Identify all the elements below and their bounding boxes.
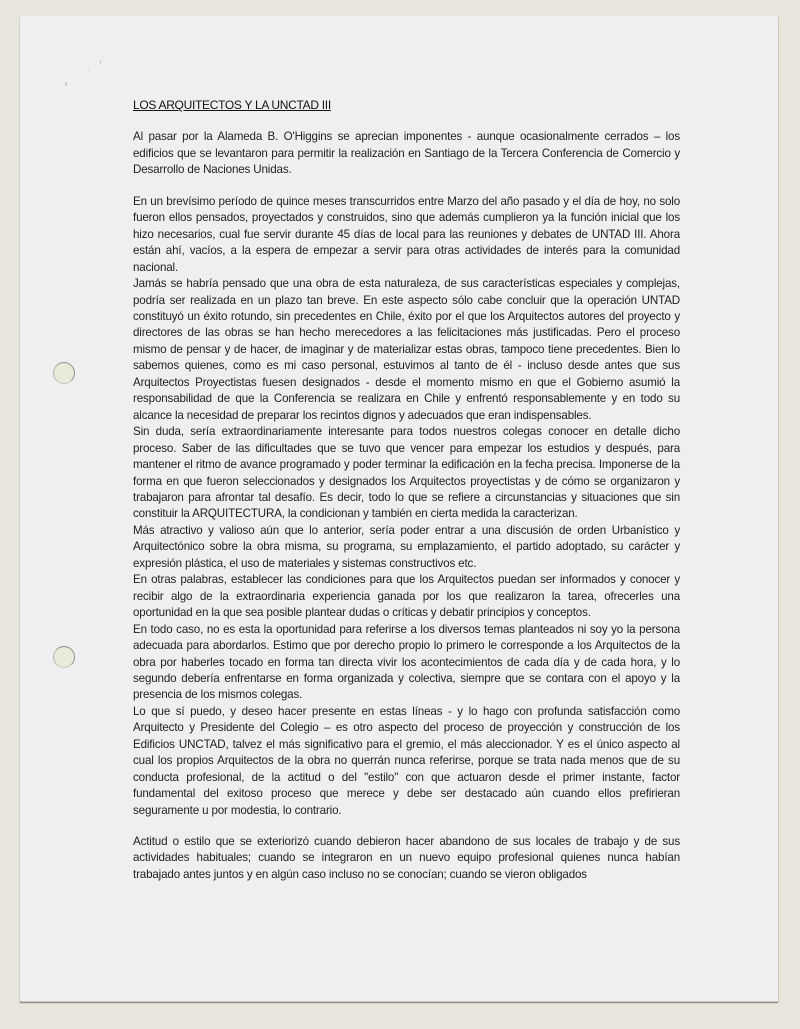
paragraph-3: Jamás se habría pensado que una obra de esta naturaleza, de sus características especiales y complejas, podría ser realizada en un plazo tan breve. En este aspecto sólo cabe concluir que la operación UNTAD constituyó un éxito rotundo, sin precedentes en Chile, éxito por el que los Arquitectos autores del proyecto y directores de las obras se han hecho merecedores a las felicitaciones más justificadas. Pero el proceso mismo de pensar y de hacer, de imaginar y de materializar estas obras, tampoco tiene precedentes. Bien lo sabemos quienes, como es mi caso personal, estuvimos al tanto de él - incluso desde antes que sus Arquitectos Proyectistas fuesen designados - desde el momento mismo en que el Gobierno asumió la responsabilidad de que la Conferencia se realizara en Chile y enfrentó responsablemente y en todo su alcance la necesidad de preparar los recintos dignos y adecuados que eran indispensables. (133, 277, 680, 422)
paragraph-4: Sin duda, sería extraordinariamente interesante para todos nuestros colegas conocer en detalle dicho proceso. Saber de las dificultades que se tuvo que vencer para empezar los estudios y después, para mantener el ritmo de avance programado y poder terminar la edificación en la fecha precisa. Imponerse de la forma en que fueron seleccionados y designados los Arquitectos proyectistas y de cómo se organizaron y trabajaron para afrontar tal desafío. Es decir, todo lo que se refiere a circunstancias y situaciones que sin constituir la ARQUITECTURA, la condicionan y también en cierta medida la caracterizan. (133, 425, 680, 521)
paragraph-8: Lo que sí puedo, y deseo hacer presente en estas líneas - y lo hago con profunda satisfacción como Arquitecto y Presidente del Colegio – es otro aspecto del proceso de proyección y construcción de los Edificios UNCTAD, talvez el más significativo para el gremio, el más aleccionador. Y es el único aspecto al cual los propios Arquitectos de la obra no querrán nunca referirse, porque se trata nada menos que de su conducta profesional, de la actitud o del "estilo" con que actuaron desde el primer instante, factor fundamental del exitoso proceso que merece y debe ser destacado aún cuando ellos prefirieran seguramente u por modestia, lo contrario. (133, 704, 680, 817)
document-title: LOS ARQUITECTOS Y LA UNCTAD III (133, 98, 331, 112)
document-page: ʳ · ˣ LOS ARQUITECTOS Y LA UNCTAD III Al pasar por la Alameda B. O'Higgins se aprecian imponentes - aunque ocasionalmente cerrados – los edificios que se levantaron para permitir la realización en Santiago de la Tercera Conferencia de Comercio y Desarrollo de Naciones Unidas. En un brevísimo período de quince meses transcurridos entre Marzo del año pasado y el día de hoy, no solo fueron ellos pensados, proyectados y construidos, sino que además cumplieron ya la función inicial que los hizo necesarios, cual fue servir durante 45 días de local para las reuniones y debates de UNTAD III. Ahora están ahí, vacíos, a la espera de empezar a servir para otras actividades de interés para la comunidad nacional. Jamás se habría pensado que una obra de esta naturaleza, de sus características especiales y complejas, podría ser realizada en un plazo tan breve. En este aspecto sólo cabe concluir que la operación UNTAD constituyó un éxito rotundo, sin precedentes en Chile, éxito por el que los Arquitectos autores del proyecto y directores de las obras se han hecho merecedores a las felicitaciones más justificadas. Pero el proceso mismo de pensar y de hacer, de imaginar y de materializar estas obras, tampoco tiene precedentes. Bien lo sabemos quienes, como es mi caso personal, estuvimos al tanto de él - incluso desde antes que sus Arquitectos Proyectistas fuesen designados - desde el momento mismo en que el Gobierno asumió la responsabilidad de que la Conferencia se realizara en Chile y enfrentó responsablemente y en todo su alcance la necesidad de preparar los recintos dignos y adecuados que eran indispensables. Sin duda, sería extraordinariamente interesante para todos nuestros colegas conocer en detalle dicho proceso. Saber de las dificultades que se tuvo que vencer para empezar los estudios y después, para mantener el ritmo de avance programado y poder terminar la edificación en la fecha precisa. Imponerse de la forma en que fueron seleccionados y designados los Arquitectos proyectistas y de cómo se organizaron y trabajaron para afrontar tal desafío. Es decir, todo lo que se refiere a circunstancias y situaciones que sin constituir la ARQUITECTURA, la condicionan y también en cierta medida la caracterizan. Más atractivo y valioso aún que lo anterior, sería poder entrar a una discusión de orden Urbanístico y Arquitectónico sobre la obra misma, su programa, su emplazamiento, el partido adoptado, su carácter y expresión plástica, el uso de materiales y sistemas constructivos etc. En otras palabras, establecer las condiciones para que los Arquitectos puedan ser informados y conocer y recibir algo de la extraordinaria experiencia ganada por los que realizaron la tarea, ofrecerles una oportunidad en la que sea posible plantear dudas o críticas y debatir principios y conceptos. En todo caso, no es esta la oportunidad para referirse a los diversos temas planteados ni soy yo la persona adecuada para abordarlos. Estimo que por derecho propio lo primero le corresponde a los Arquitectos de la obra por haberles tocado en forma tan directa vivir los acontecimientos de cada día y de cada hora, y lo segundo debería enfrentarse en forma organizada y colectiva, siempre que se contara con el apoyo y la presencia de los mismos colegas. Lo que sí puedo, y deseo hacer presente en estas líneas - y lo hago con profunda satisfacción como Arquitecto y Presidente del Colegio – es otro aspecto del proceso de proyección y construcción de los Edificios UNCTAD, talvez el más significativo para el gremio, el más aleccionador. Y es el único aspecto al cual los propios Arquitectos de la obra no querrán nunca referirse, porque se trata nada menos que de su conducta profesional, de la actitud o del "estilo" con que actuaron desde el primer instante, factor fundamental del exitoso proceso que merece y debe ser destacado aún cuando ellos prefirieran seguramente u por modestia, lo contrario. Actitud o estilo que se exteriorizó cuando debieron hacer abandono de sus locales de trabajo y de sus actividades habituales; cuando se integraron en un nuevo equipo profesional quienes nunca habían trabajado antes juntos y en algún caso incluso no se conocían; cuando se vieron obligados (20, 16, 778, 1001)
paragraph-5: Más atractivo y valioso aún que lo anterior, sería poder entrar a una discusión de orden Urbanístico y Arquitectónico sobre la obra misma, su programa, su emplazamiento, el partido adoptado, su carácter y expresión plástica, el uso de materiales y sistemas constructivos etc. (133, 523, 680, 570)
paragraph-1: Al pasar por la Alameda B. O'Higgins se aprecian imponentes - aunque ocasionalmente cerrados – los edificios que se levantaron para permitir la realización en Santiago de la Tercera Conferencia de Comercio y Desarrollo de Naciones Unidas. (133, 130, 680, 177)
paragraph-2: En un brevísimo período de quince meses transcurridos entre Marzo del año pasado y el día de hoy, no solo fueron ellos pensados, proyectados y construidos, sino que además cumplieron ya la función inicial que los hizo necesarios, cual fue servir durante 45 días de local para las reuniones y debates de UNTAD III. Ahora están ahí, vacíos, a la espera de empezar a servir para otras actividades de interés para la comunidad nacional. (133, 194, 680, 274)
punch-hole-icon (53, 646, 75, 668)
paragraph-7: En todo caso, no es esta la oportunidad para referirse a los diversos temas planteados ni soy yo la persona adecuada para abordarlos. Estimo que por derecho propio lo primero le corresponde a los Arquitectos de la obra por haberles tocado en forma tan directa vivir los acontecimientos de cada día y de cada hora, y lo segundo debería enfrentarse en forma organizada y colectiva, siempre que se contara con el apoyo y la presencia de los mismos colegas. (133, 622, 680, 702)
paragraph-6: En otras palabras, establecer las condiciones para que los Arquitectos puedan ser informados y conocer y recibir algo de la extraordinaria experiencia ganada por los que realizaron la tarea, ofrecerles una oportunidad en la que sea posible plantear dudas o críticas y debatir principios y conceptos. (133, 573, 680, 620)
punch-hole-icon (53, 362, 75, 384)
paragraph-9: Actitud o estilo que se exteriorizó cuando debieron hacer abandono de sus locales de trabajo y de sus actividades habituales; cuando se integraron en un nuevo equipo profesional quienes nunca habían trabajado antes juntos y en algún caso incluso no se conocían; cuando se vieron obligados (133, 835, 680, 881)
document-body (133, 97, 680, 883)
